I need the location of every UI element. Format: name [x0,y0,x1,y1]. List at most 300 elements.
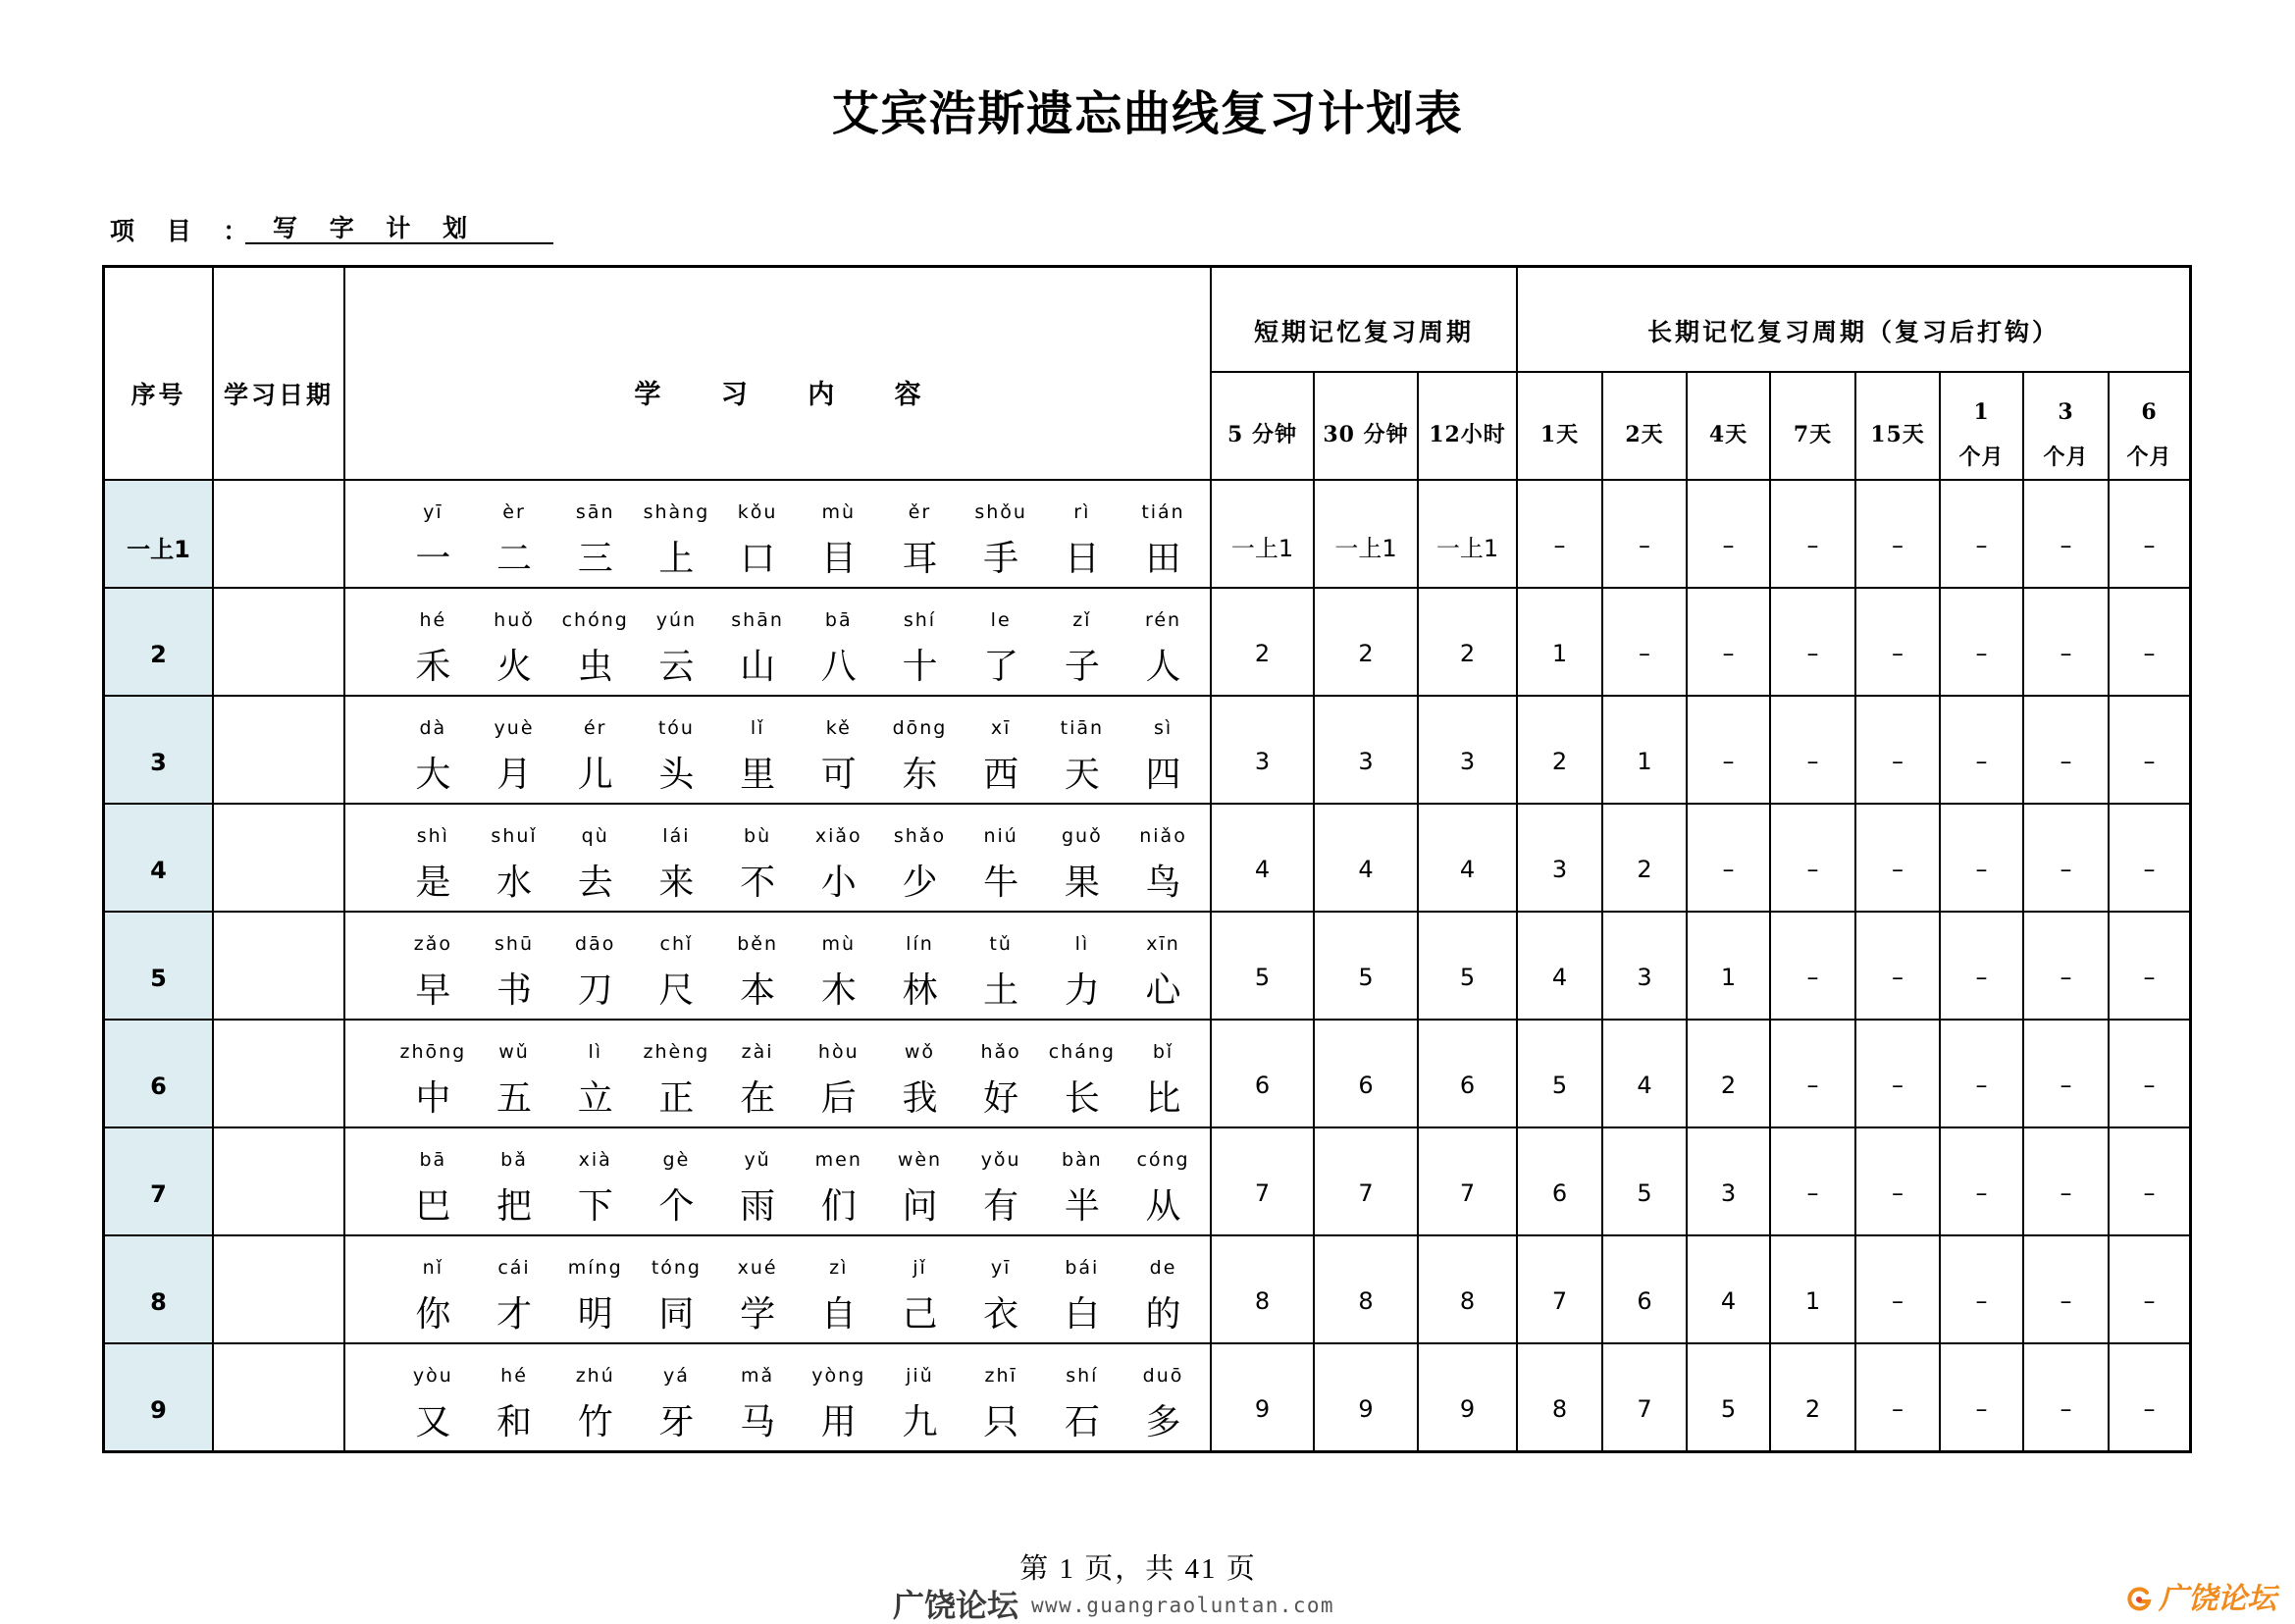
hanzi-character: 书 [496,970,533,1011]
pinyin: míng [567,1257,623,1279]
short-review-cell: 7 [1212,1128,1313,1234]
short-review-cell: 9 [1212,1344,1313,1450]
pinyin: yī [423,501,443,523]
long-review-cell: – [1941,913,2022,1019]
hanzi-character: 少 [902,863,938,903]
pinyin: rì [1073,501,1091,523]
row-index-cell: 一上1 [105,481,212,587]
long-review-cell: 2 [1771,1344,1854,1450]
pinyin: zǎo [413,933,452,955]
long-review-cell: 2 [1518,697,1601,803]
short-review-cell: 8 [1315,1236,1417,1342]
pinyin: tǔ [989,933,1013,955]
pinyin: yá [662,1365,690,1387]
long-review-cell: – [1771,1021,1854,1126]
pinyin: chǐ [659,933,694,955]
pinyin: xīn [1146,933,1180,955]
character-row [345,1290,1210,1339]
hanzi-character: 了 [983,647,1019,687]
pinyin: wǔ [498,1041,530,1063]
hanzi-character: 己 [902,1294,938,1335]
short-review-cell: 2 [1315,589,1417,695]
hanzi-character: 明 [577,1294,613,1335]
pinyin: tián [1141,501,1185,523]
long-review-cell: – [1771,805,1854,911]
long-review-cell: 3 [1518,805,1601,911]
short-interval-header: 12小时 [1419,373,1516,479]
pinyin: lì [1074,933,1090,955]
row-index-cell: 9 [105,1344,212,1450]
long-review-cell: 2 [1603,805,1686,911]
pinyin: bǐ [1152,1041,1174,1063]
review-plan-table [102,265,2192,1453]
pinyin: dà [419,717,447,739]
hanzi-character: 目 [820,539,857,579]
long-review-cell: 4 [1518,913,1601,1019]
hanzi-character: 人 [1145,647,1181,687]
pinyin-row [345,823,1210,849]
long-review-cell: – [2024,1128,2108,1234]
pinyin: cóng [1136,1149,1190,1171]
hanzi-character: 禾 [415,647,451,687]
pinyin-row [345,1363,1210,1388]
hanzi-character: 牙 [658,1402,695,1442]
hanzi-character: 田 [1145,539,1181,579]
pinyin: dōng [892,717,948,739]
short-review-cell: 6 [1315,1021,1417,1126]
pinyin: lì [588,1041,602,1063]
pinyin: duō [1142,1365,1184,1387]
short-review-cell: 8 [1212,1236,1313,1342]
hanzi-character: 问 [902,1186,938,1227]
hanzi-character: 九 [902,1402,938,1442]
long-review-cell: – [1856,1344,1939,1450]
long-review-cell: – [2110,481,2189,587]
pinyin: jǐ [913,1257,927,1279]
pinyin: shǒu [974,501,1027,523]
long-review-cell: – [2024,1344,2108,1450]
hanzi-character: 个 [658,1186,695,1227]
long-review-cell: – [2110,1128,2189,1234]
short-review-cell: 2 [1419,589,1516,695]
short-review-cell: 一上1 [1315,481,1417,587]
hanzi-character: 不 [740,863,776,903]
long-interval-header: 3 个月 [2024,373,2108,479]
row-index-cell: 3 [105,697,212,803]
short-review-cell: 9 [1419,1344,1516,1450]
hanzi-character: 小 [820,863,857,903]
long-review-cell: – [1518,481,1601,587]
hanzi-character: 天 [1064,755,1100,795]
pinyin: cháng [1048,1041,1116,1063]
long-review-cell: 1 [1688,913,1769,1019]
character-row [345,643,1210,692]
study-date-cell [214,1344,343,1450]
pinyin: yòng [811,1365,866,1387]
hanzi-character: 十 [902,647,938,687]
long-review-cell: – [2110,589,2189,695]
pinyin: zhī [984,1365,1017,1387]
page-title: 艾宾浩斯遗忘曲线复习计划表 [831,86,1464,141]
long-review-cell: – [2110,805,2189,911]
index-header: 序号 [105,268,212,479]
long-review-cell: – [1688,481,1769,587]
guangrao-logo-icon [2125,1586,2153,1613]
pinyin: tóng [651,1257,702,1279]
content-cell [345,913,1210,1019]
long-review-cell: – [2110,1344,2189,1450]
pinyin-row [345,715,1210,741]
hanzi-character: 把 [496,1186,533,1227]
pinyin: zì [829,1257,849,1279]
pinyin: jiǔ [906,1365,934,1387]
short-interval-header: 5 分钟 [1212,373,1313,479]
long-review-cell: – [2024,805,2108,911]
pinyin-row [345,1147,1210,1173]
hanzi-character: 比 [1145,1078,1181,1119]
short-review-cell: 8 [1419,1236,1516,1342]
study-date-cell [214,697,343,803]
long-review-cell: – [1688,697,1769,803]
short-review-cell: 一上1 [1212,481,1313,587]
pinyin: huǒ [494,609,535,631]
content-cell [345,697,1210,803]
hanzi-character: 半 [1064,1186,1100,1227]
project-label: 项 目 ： [110,217,260,245]
pinyin-row [345,1039,1210,1065]
pinyin: lǐ [750,717,765,739]
pinyin-row [345,931,1210,957]
pinyin: kě [825,717,852,739]
pinyin: hòu [817,1041,860,1063]
study-date-cell [214,589,343,695]
pinyin: mǎ [741,1365,775,1387]
hanzi-character: 自 [820,1294,857,1335]
hanzi-character: 耳 [902,539,938,579]
long-review-cell: 4 [1688,1236,1769,1342]
row-index-cell: 8 [105,1236,212,1342]
study-date-cell [214,1021,343,1126]
long-review-cell: – [2110,913,2189,1019]
pinyin: yuè [494,717,535,739]
character-row [345,751,1210,800]
hanzi-character: 可 [820,755,857,795]
hanzi-character: 用 [820,1402,857,1442]
watermark [893,1587,1334,1624]
pinyin-row [345,607,1210,633]
hanzi-character: 五 [496,1078,533,1119]
long-review-cell: – [1856,1021,1939,1126]
pinyin: hé [419,609,447,631]
hanzi-character: 儿 [577,755,613,795]
long-review-cell: 3 [1603,913,1686,1019]
hanzi-character: 中 [415,1078,451,1119]
pinyin: qù [581,825,609,847]
long-interval-header: 15天 [1856,373,1939,479]
hanzi-character: 来 [658,863,695,903]
long-review-cell: – [2110,1021,2189,1126]
long-review-cell: – [1771,481,1854,587]
content-cell [345,1021,1210,1126]
hanzi-character: 学 [740,1294,776,1335]
logo-text: 广饶论坛 [2159,1582,2276,1616]
long-review-cell: – [1856,589,1939,695]
pinyin: bàn [1061,1149,1103,1171]
pinyin: shì [416,825,449,847]
watermark-url: www.guangraoluntan.com [1031,1594,1334,1617]
long-review-cell: – [1941,1021,2022,1126]
short-review-cell: 3 [1315,697,1417,803]
long-review-cell: – [1856,1128,1939,1234]
long-interval-header: 4天 [1688,373,1769,479]
hanzi-character: 的 [1145,1294,1181,1335]
hanzi-character: 竹 [577,1402,613,1442]
pinyin: èr [502,501,526,523]
watermark-name: 广饶论坛 [893,1587,1019,1624]
pinyin: de [1149,1257,1177,1279]
character-row [345,859,1210,908]
pinyin: běn [737,933,778,955]
short-review-cell: 一上1 [1419,481,1516,587]
pinyin: bái [1065,1257,1100,1279]
short-term-review-header: 短期记忆复习周期 [1212,268,1516,371]
hanzi-character: 东 [902,755,938,795]
hanzi-character: 是 [415,863,451,903]
pinyin: zǐ [1072,609,1092,631]
long-review-cell: – [1771,1128,1854,1234]
hanzi-character: 马 [740,1402,776,1442]
pinyin: yǔ [744,1149,771,1171]
pinyin: shàng [643,501,710,523]
hanzi-character: 你 [415,1294,451,1335]
short-review-cell: 2 [1212,589,1313,695]
hanzi-character: 白 [1064,1294,1100,1335]
pinyin: le [990,609,1012,631]
character-row [345,1398,1210,1447]
long-review-cell: 5 [1603,1128,1686,1234]
hanzi-character: 子 [1064,647,1100,687]
short-review-cell: 3 [1212,697,1313,803]
pinyin: mù [821,501,857,523]
pinyin: hé [500,1365,528,1387]
row-index-cell: 5 [105,913,212,1019]
study-content-header: 学 习 内 容 [345,268,1210,479]
pinyin: dāo [575,933,616,955]
pinyin: shǎo [893,825,947,847]
long-term-review-header: 长期记忆复习周期（复习后打钩） [1518,268,2189,371]
hanzi-character: 大 [415,755,451,795]
long-interval-header: 2天 [1603,373,1686,479]
long-review-cell: 1 [1603,697,1686,803]
long-review-cell: – [1603,589,1686,695]
long-review-cell: – [1941,1236,2022,1342]
pinyin: lái [662,825,691,847]
pinyin: gè [662,1149,691,1171]
long-review-cell: – [1941,805,2022,911]
long-review-cell: – [1856,697,1939,803]
hanzi-character: 正 [658,1078,695,1119]
content-cell [345,805,1210,911]
pinyin: xī [990,717,1012,739]
hanzi-character: 才 [496,1294,533,1335]
long-review-cell: – [2024,1021,2108,1126]
hanzi-character: 石 [1064,1402,1100,1442]
hanzi-character: 力 [1064,970,1100,1011]
pinyin: men [814,1149,862,1171]
hanzi-character: 土 [983,970,1019,1011]
row-index-cell: 7 [105,1128,212,1234]
hanzi-character: 们 [820,1186,857,1227]
long-review-cell: – [1688,805,1769,911]
long-review-cell: – [1856,1236,1939,1342]
long-review-cell: 8 [1518,1344,1601,1450]
hanzi-character: 鸟 [1145,863,1181,903]
pinyin: shí [1066,1365,1099,1387]
pinyin: kǒu [737,501,778,523]
row-index-cell: 4 [105,805,212,911]
site-logo [2125,1582,2276,1617]
long-review-cell: – [2110,1236,2189,1342]
long-review-cell: 6 [1603,1236,1686,1342]
content-cell [345,481,1210,587]
hanzi-character: 后 [820,1078,857,1119]
content-cell [345,589,1210,695]
short-review-cell: 5 [1212,913,1313,1019]
character-row [345,967,1210,1016]
pinyin: sì [1153,717,1174,739]
long-review-cell: – [1771,913,1854,1019]
long-review-cell: – [1941,589,2022,695]
pinyin: mù [821,933,857,955]
hanzi-character: 尺 [658,970,695,1011]
hanzi-character: 刀 [577,970,613,1011]
pinyin: bù [744,825,772,847]
row-index-cell: 6 [105,1021,212,1126]
hanzi-character: 下 [577,1186,613,1227]
page-number: 第 1 页，共 41 页 [1019,1553,1257,1585]
pinyin: cái [497,1257,531,1279]
long-interval-header: 1 个月 [1941,373,2022,479]
long-review-cell: – [1941,1128,2022,1234]
character-row [345,1074,1210,1124]
character-row [345,1182,1210,1231]
pinyin: yǒu [980,1149,1021,1171]
long-review-cell: 1 [1518,589,1601,695]
hanzi-character: 只 [983,1402,1019,1442]
short-review-cell: 3 [1419,697,1516,803]
pinyin: shū [495,933,535,955]
hanzi-character: 日 [1064,539,1100,579]
hanzi-character: 果 [1064,863,1100,903]
hanzi-character: 西 [983,755,1019,795]
project-value: 写 字 计 划 [245,215,553,244]
pinyin: ěr [908,501,932,523]
short-review-cell: 9 [1315,1344,1417,1450]
hanzi-character: 巴 [415,1186,451,1227]
long-review-cell: – [2024,1236,2108,1342]
hanzi-character: 心 [1145,970,1181,1011]
long-review-cell: – [1856,913,1939,1019]
content-cell [345,1344,1210,1450]
hanzi-character: 虫 [577,647,613,687]
hanzi-character: 四 [1145,755,1181,795]
long-interval-header: 7天 [1771,373,1854,479]
pinyin-row [345,499,1210,525]
hanzi-character: 牛 [983,863,1019,903]
hanzi-character: 一 [415,539,451,579]
pinyin: rén [1144,609,1182,631]
hanzi-character: 水 [496,863,533,903]
long-review-cell: – [1941,481,2022,587]
pinyin: bā [824,609,853,631]
hanzi-character: 头 [658,755,695,795]
short-review-cell: 5 [1315,913,1417,1019]
hanzi-character: 本 [740,970,776,1011]
short-interval-header: 30 分钟 [1315,373,1417,479]
pinyin: ér [583,717,607,739]
hanzi-character: 山 [740,647,776,687]
pinyin: niú [983,825,1018,847]
long-review-cell: 7 [1603,1344,1686,1450]
long-interval-header: 1天 [1518,373,1601,479]
hanzi-character: 有 [983,1186,1019,1227]
hanzi-character: 长 [1064,1078,1100,1119]
hanzi-character: 早 [415,970,451,1011]
long-review-cell: – [1771,589,1854,695]
row-index-cell: 2 [105,589,212,695]
long-review-cell: – [2110,697,2189,803]
long-review-cell: – [1941,697,2022,803]
hanzi-character: 里 [740,755,776,795]
long-review-cell: 1 [1771,1236,1854,1342]
pinyin: xiǎo [814,825,862,847]
short-review-cell: 4 [1419,805,1516,911]
pinyin: nǐ [422,1257,443,1279]
long-review-cell: 5 [1518,1021,1601,1126]
long-review-cell: – [1771,697,1854,803]
long-review-cell: 7 [1518,1236,1601,1342]
hanzi-character: 月 [496,755,533,795]
hanzi-character: 和 [496,1402,533,1442]
long-review-cell: 4 [1603,1021,1686,1126]
content-cell [345,1236,1210,1342]
pinyin: tiān [1060,717,1105,739]
long-review-cell: – [2024,913,2108,1019]
hanzi-character: 好 [983,1078,1019,1119]
hanzi-character: 上 [658,539,695,579]
study-date-cell [214,805,343,911]
pinyin: lín [906,933,934,955]
long-review-cell: – [2024,481,2108,587]
pinyin: xué [737,1257,778,1279]
pinyin: wèn [897,1149,943,1171]
study-date-cell [214,1236,343,1342]
hanzi-character: 口 [740,539,776,579]
long-review-cell: – [2024,697,2108,803]
hanzi-character: 三 [577,539,613,579]
short-review-cell: 4 [1212,805,1313,911]
pinyin: sān [575,501,615,523]
pinyin: hǎo [980,1041,1021,1063]
short-review-cell: 5 [1419,913,1516,1019]
study-date-cell [214,1128,343,1234]
pinyin: shān [731,609,784,631]
long-review-cell: 6 [1518,1128,1601,1234]
long-review-cell: 5 [1688,1344,1769,1450]
hanzi-character: 立 [577,1078,613,1119]
pinyin: wǒ [904,1041,936,1063]
hanzi-character: 八 [820,647,857,687]
